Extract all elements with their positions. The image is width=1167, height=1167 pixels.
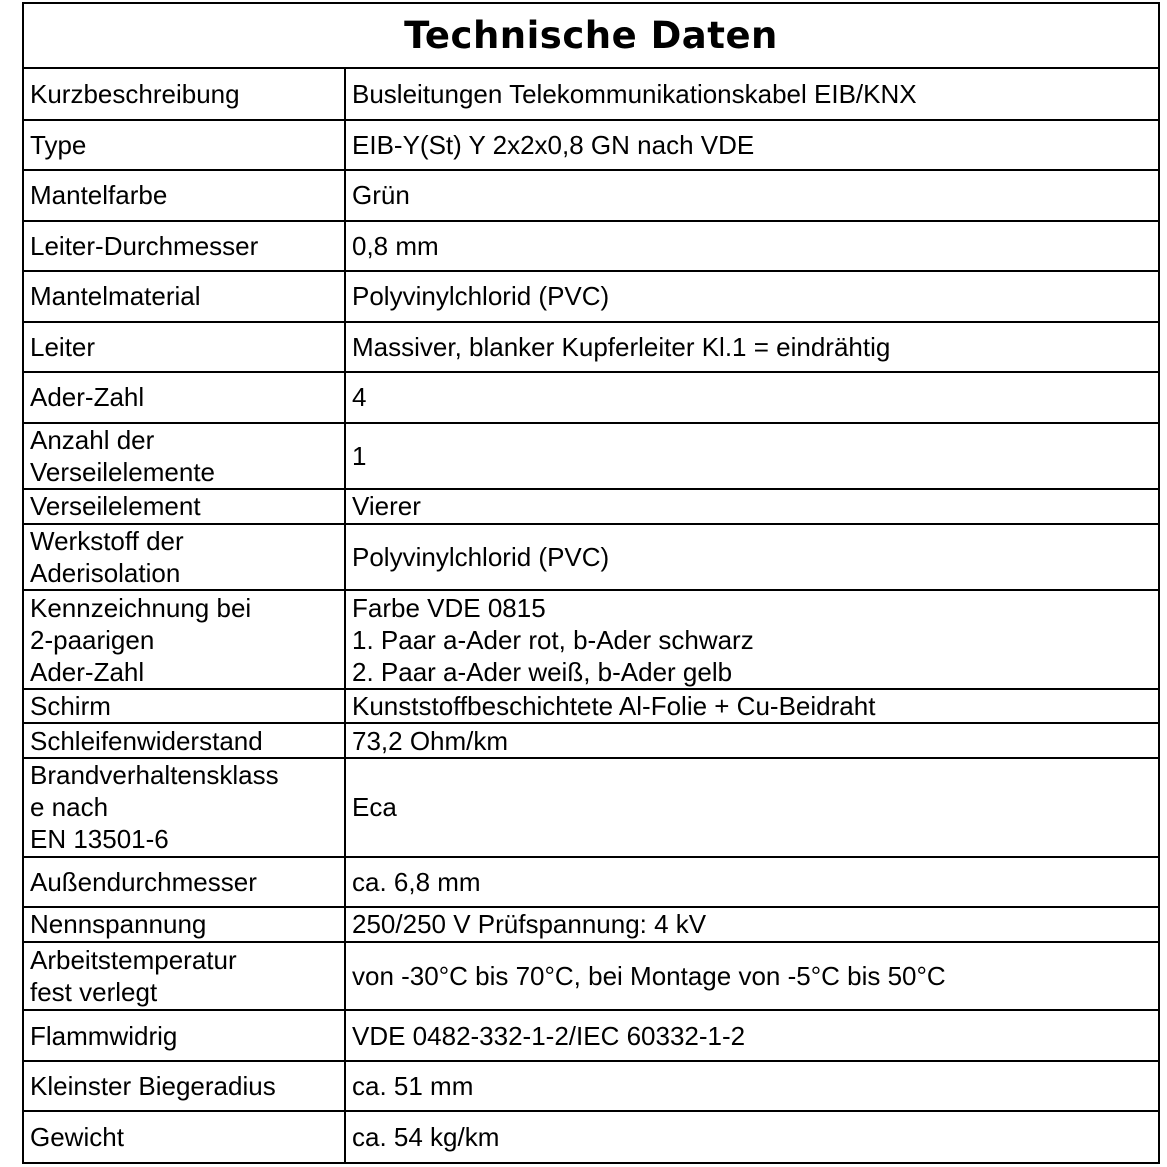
row-label: Mantelfarbe bbox=[24, 170, 345, 221]
row-label: Nennspannung bbox=[24, 907, 345, 941]
spec-sheet bbox=[22, 2, 1160, 1164]
table-row bbox=[24, 170, 1158, 221]
table-row bbox=[24, 758, 1158, 857]
row-value: EIB-Y(St) Y 2x2x0,8 GN nach VDE bbox=[345, 120, 1158, 171]
table-row bbox=[24, 723, 1158, 757]
table-row bbox=[24, 942, 1158, 1011]
row-value: Grün bbox=[345, 170, 1158, 221]
table-row bbox=[24, 221, 1158, 272]
row-label: Anzahl der Verseilelemente bbox=[24, 423, 345, 490]
row-label: Ader-Zahl bbox=[24, 372, 345, 423]
row-value: Busleitungen Telekommunikationskabel EIB/KNX bbox=[352, 78, 917, 109]
table-row bbox=[24, 857, 1158, 908]
table-row bbox=[24, 1010, 1158, 1061]
row-value: Massiver, blanker Kupferleiter Kl.1 = eindrähtig bbox=[345, 322, 1158, 373]
row-value: Vierer bbox=[345, 489, 1158, 523]
table-row bbox=[24, 423, 1158, 490]
table-row bbox=[24, 590, 1158, 689]
row-label: Schleifenwiderstand bbox=[24, 723, 345, 757]
row-value: von -30°C bis 70°C, bei Montage von -5°C bis 50°C bbox=[345, 942, 1158, 1011]
row-label: Flammwidrig bbox=[24, 1010, 345, 1061]
row-label: Leiter bbox=[24, 322, 345, 373]
row-value: 0,8 mm bbox=[345, 221, 1158, 272]
title-row bbox=[24, 4, 1158, 69]
table-row bbox=[24, 689, 1158, 723]
row-value: Kunststoffbeschichtete Al-Folie + Cu-Beidraht bbox=[345, 689, 1158, 723]
row-label: Kennzeichnung bei 2-paarigen Ader-Zahl bbox=[24, 590, 345, 689]
table-row bbox=[24, 1111, 1158, 1162]
row-label: Type bbox=[24, 120, 345, 171]
row-label: Schirm bbox=[24, 689, 345, 723]
row-label: Brandverhaltensklass e nach EN 13501-6 bbox=[24, 758, 345, 857]
row-value: Polyvinylchlorid (PVC) bbox=[345, 271, 1158, 322]
table-row bbox=[24, 907, 1158, 941]
row-value: 250/250 V Prüfspannung: 4 kV bbox=[345, 907, 1158, 941]
row-value: Polyvinylchlorid (PVC) bbox=[345, 524, 1158, 591]
row-value: 73,2 Ohm/km bbox=[345, 723, 1158, 757]
row-value: 1 bbox=[345, 423, 1158, 490]
row-value: Farbe VDE 0815 1. Paar a-Ader rot, b-Ader schwarz 2. Paar a-Ader weiß, b-Ader gelb bbox=[345, 590, 1158, 689]
table-row bbox=[24, 322, 1158, 373]
row-label: Kleinster Biegeradius bbox=[24, 1061, 345, 1112]
page-title: Technische Daten bbox=[404, 14, 778, 57]
row-label: Außendurchmesser bbox=[24, 857, 345, 908]
row-value: 4 bbox=[345, 372, 1158, 423]
table-row bbox=[24, 524, 1158, 591]
row-label: Verseilelement bbox=[24, 489, 345, 523]
row-label: Leiter-Durchmesser bbox=[24, 221, 345, 272]
row-label: Arbeitstemperatur fest verlegt bbox=[24, 942, 345, 1011]
table-row bbox=[24, 1061, 1158, 1112]
table-row bbox=[24, 372, 1158, 423]
row-value: ca. 54 kg/km bbox=[345, 1111, 1158, 1162]
row-label: Mantelmaterial bbox=[24, 271, 345, 322]
specs-table bbox=[24, 69, 1158, 1162]
table-row bbox=[24, 489, 1158, 523]
row-value: VDE 0482-332-1-2/IEC 60332-1-2 bbox=[345, 1010, 1158, 1061]
row-label: Werkstoff der Aderisolation bbox=[24, 524, 345, 591]
row-value: ca. 6,8 mm bbox=[345, 857, 1158, 908]
table-row bbox=[24, 120, 1158, 171]
row-value: Eca bbox=[345, 758, 1158, 857]
row-label: Kurzbeschreibung bbox=[24, 69, 345, 120]
row-label: Gewicht bbox=[24, 1111, 345, 1162]
row-value: ca. 51 mm bbox=[345, 1061, 1158, 1112]
table-row bbox=[24, 271, 1158, 322]
table-row bbox=[24, 69, 1158, 120]
